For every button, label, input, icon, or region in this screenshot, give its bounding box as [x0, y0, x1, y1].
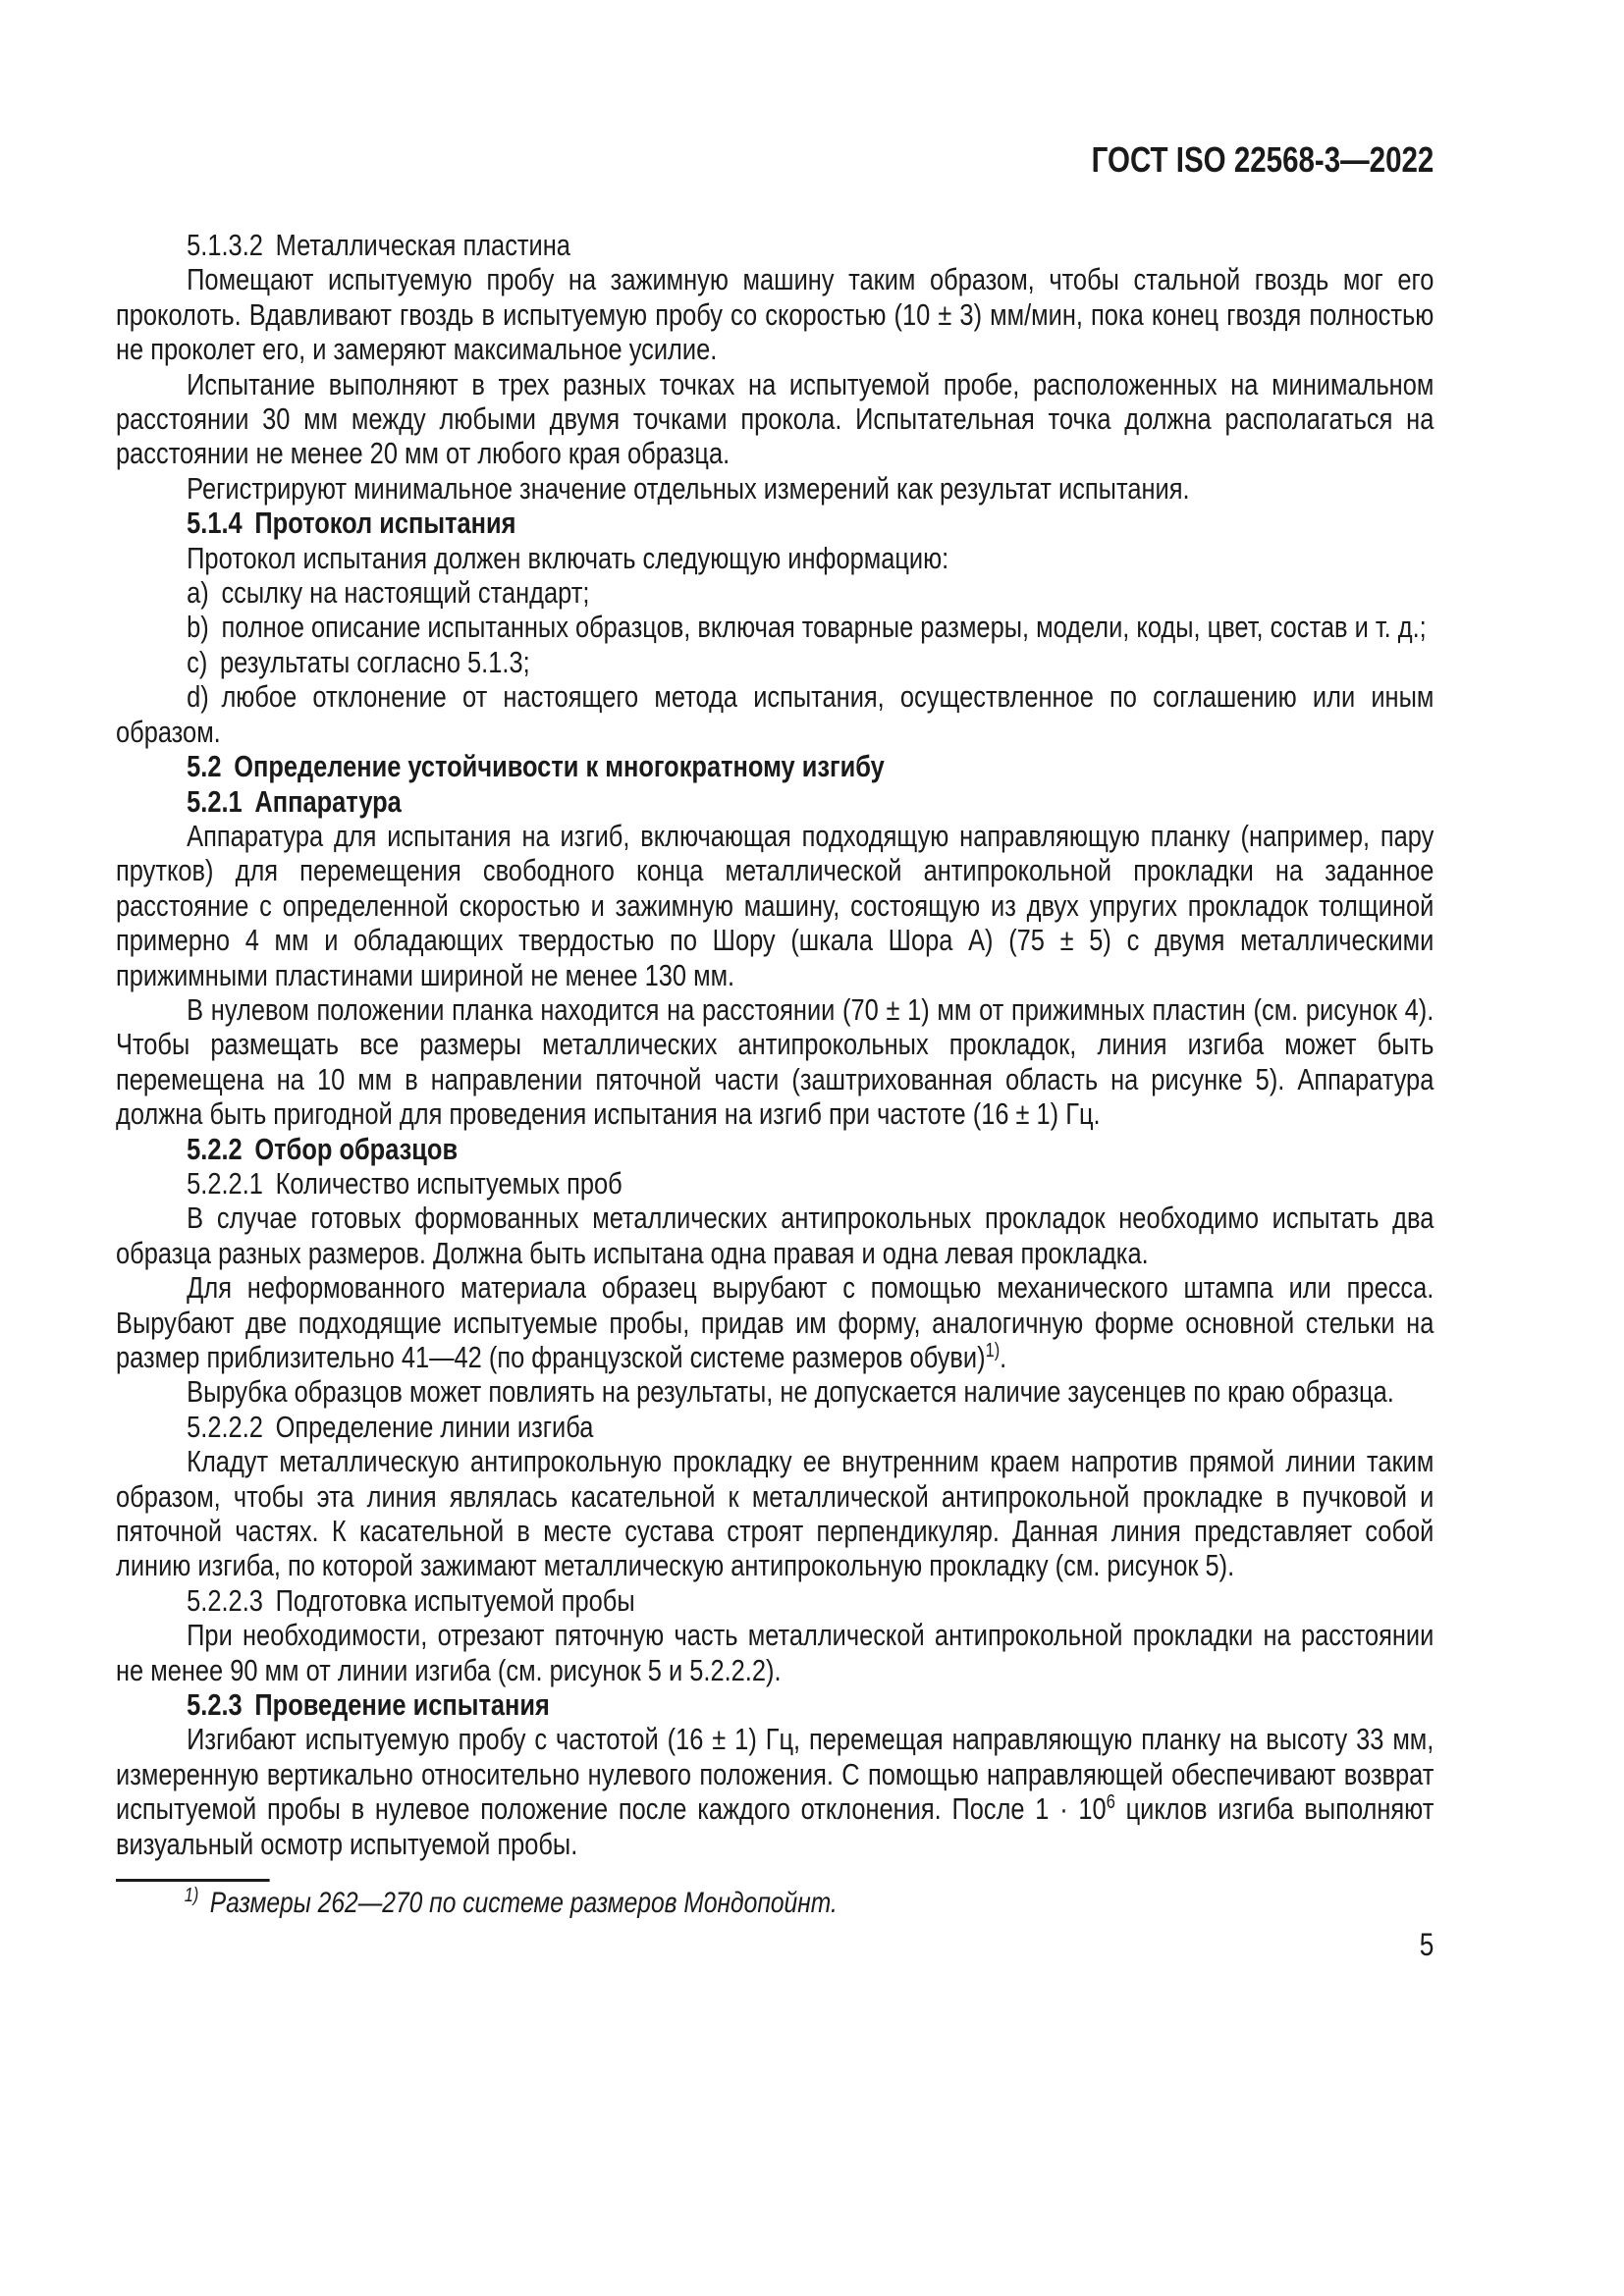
list-item-b: b) полное описание испытанных образцов, включая товарные размеры, модели, коды, цвет, состав и т. д.;: [187, 610, 1427, 645]
paragraph-text: циклов изгиба выполняют визуальный осмотр испытуемой пробы.: [116, 1791, 1435, 1861]
section-heading-5-2-3: 5.2.3 Проведение испытания: [187, 1687, 550, 1723]
footnote-separator: [116, 1879, 270, 1882]
section-heading-5-2-2-3: 5.2.2.3 Подготовка испытуемой пробы: [187, 1582, 635, 1618]
paragraph: Аппаратура для испытания на изгиб, включающая подходящую направляющую планку (например, пару прутков) для перемещения свободного конца металлической антипрокольной прокладки на заданное расстояние с определенной скоростью и зажимную машину, состоящую из двух упругих прокладок толщиной примерно 4 мм и обладающих твердостью по Шору (шкала Шора А) (75 ± 5) с двумя металлическими прижимными пластинами шириной не менее 130 мм.: [116, 818, 1435, 992]
paragraph: Регистрируют минимальное значение отдельных измерений как результат испытания.: [187, 470, 1190, 506]
section-heading-5-1-3-2: 5.1.3.2 Металлическая пластина: [187, 228, 570, 262]
footnote-text: Размеры 262—270 по системе размеров Мондопойнт.: [209, 1887, 838, 1920]
section-heading-5-2-2-2: 5.2.2.2 Определение линии изгиба: [187, 1409, 594, 1444]
paragraph-text: Для неформованного материала образец вырубают с помощью механического штампа или пресса. Вырубают две подходящие испытуемые пробы, придав им форму, аналогичную форме основной стельки на размер приблизительно 41—42 (по французской системе размеров обуви): [116, 1270, 1435, 1374]
paragraph-text: Изгибают испытуемую пробу с частотой (16 ± 1) Гц, перемещая направляющую планку на высоту 33 мм, измеренную вертикально относительно нулевого положения. С помощью направляющей обеспечивают возврат испытуемой пробы в нулевое положение после каждого отклонения. После 1 · 10: [116, 1722, 1435, 1827]
paragraph: Вырубка образцов может повлиять на результаты, не допускается наличие заусенцев по краю образца.: [187, 1374, 1394, 1410]
section-heading-5-2-2: 5.2.2 Отбор образцов: [187, 1131, 459, 1166]
paragraph: В нулевом положении планка находится на расстоянии (70 ± 1) мм от прижимных пластин (см. рисунок 4). Чтобы размещать все размеры металлических антипрокольных прокладок, линия изгиба может быть перемещена на 10 мм в направлении пяточной части (заштрихованная область на рисунке 5). Аппаратура должна быть пригодной для проведения испытания на изгиб при частоте (16 ± 1) Гц.: [116, 991, 1435, 1132]
section-heading-5-2-1: 5.2.1 Аппаратура: [187, 783, 402, 819]
paragraph-text: .: [1000, 1340, 1007, 1374]
section-heading-5-2: 5.2 Определение устойчивости к многократному изгибу: [187, 749, 885, 784]
standard-designation-header: ГОСТ ISO 22568-3—2022: [1091, 139, 1435, 180]
footnote-reference: 1): [985, 1340, 1001, 1362]
section-heading-5-2-2-1: 5.2.2.1 Количество испытуемых проб: [187, 1165, 623, 1201]
paragraph: При необходимости, отрезают пяточную часть металлической антипрокольной прокладки на расстоянии не менее 90 мм от линии изгиба (см. рисунок 5 и 5.2.2.2).: [116, 1618, 1435, 1687]
list-item-a: a) ссылку на настоящий стандарт;: [187, 575, 590, 611]
paragraph: [116, 1270, 1434, 1374]
paragraph: Испытание выполняют в трех разных точках на испытуемой пробе, расположенных на минимальном расстоянии 30 мм между любыми двумя точками прокола. Испытательная точка должна располагаться на расстоянии не менее 20 мм от любого края образца.: [116, 366, 1435, 471]
paragraph: В случае готовых формованных металлических антипрокольных прокладок необходимо испытать два образца разных размеров. Должна быть испытана одна правая и одна левая прокладка.: [116, 1201, 1435, 1270]
list-item-c: c) результаты согласно 5.1.3;: [187, 644, 530, 679]
footnote: [116, 1886, 1434, 1921]
paragraph: Помещают испытуемую пробу на зажимную машину таким образом, чтобы стальной гвоздь мог его проколоть. Вдавливают гвоздь в испытуемую пробу со скоростью (10 ± 3) мм/мин, пока конец гвоздя полностью не проколет его, и замеряют максимальное усилие.: [116, 262, 1435, 367]
section-heading-5-1-4: 5.1.4 Протокол испытания: [187, 506, 516, 541]
paragraph: Кладут металлическую антипрокольную прокладку ее внутренним краем напротив прямой линии таким образом, чтобы эта линия являлась касательной к металлической антипрокольной прокладке в пучковой и пяточной частях. К касательной в месте сустава строят перпендикуляр. Данная линия представляет собой линию изгиба, по которой зажимают металлическую антипрокольную прокладку (см. рисунок 5).: [116, 1444, 1435, 1583]
paragraph: Протокол испытания должен включать следующую информацию:: [187, 540, 949, 575]
document-body: [116, 228, 1434, 1962]
page-number: 5: [1419, 1927, 1435, 1963]
page-sheet: [116, 0, 1434, 1962]
paragraph: [116, 1722, 1434, 1861]
footnote-marker: 1): [184, 1885, 199, 1907]
exponent: 6: [1106, 1791, 1115, 1814]
list-item-d: d) любое отклонение от настоящего метода испытания, осуществленное по соглашению или иным образом.: [116, 679, 1435, 749]
